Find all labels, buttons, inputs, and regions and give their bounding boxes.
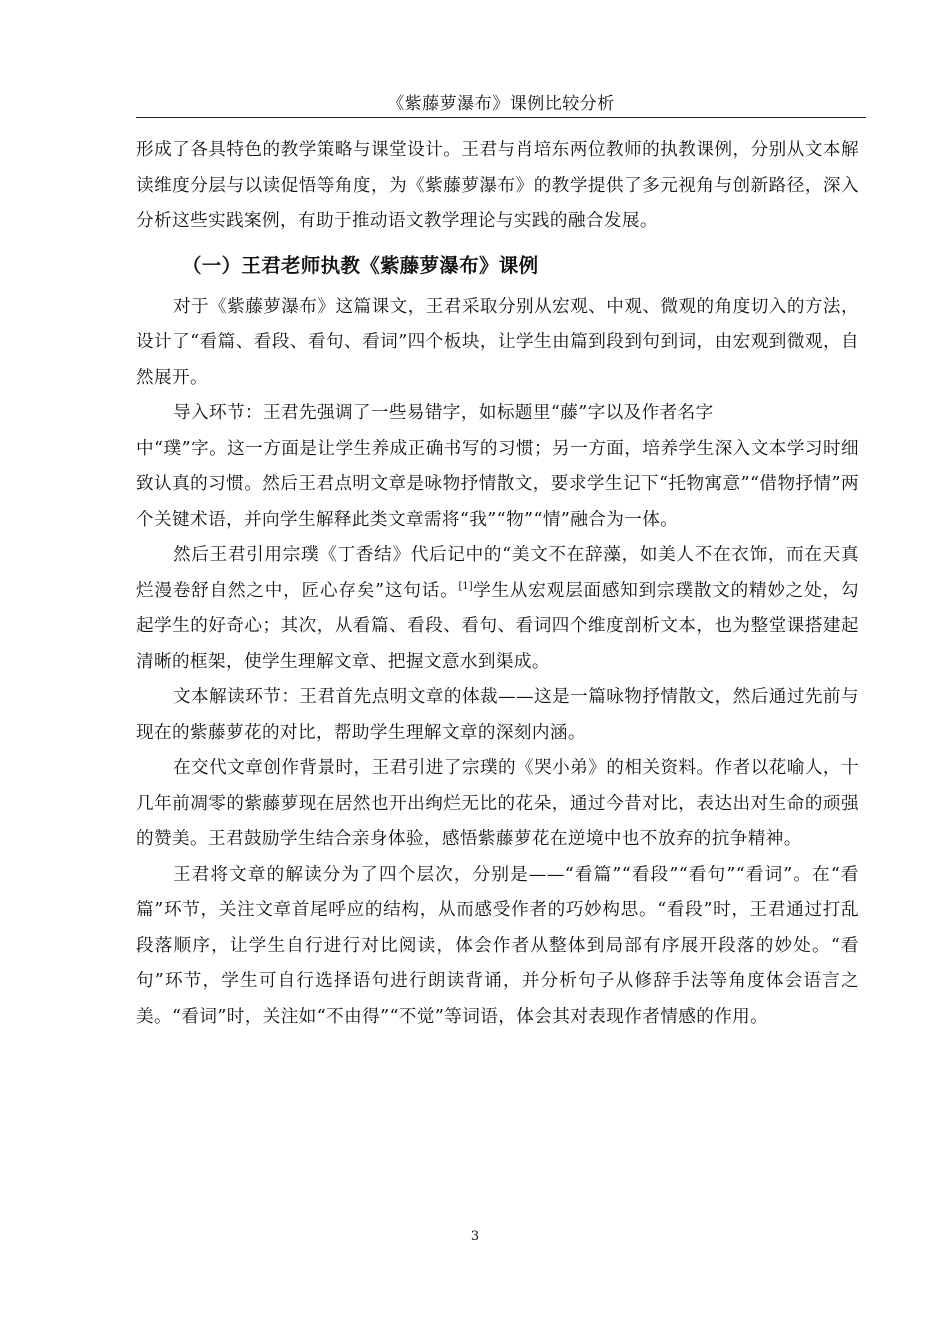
paragraph-four-levels: 王君将文章的解读分为了四个层次，分别是——“看篇”“看段”“看句”“看词”。在“看篇”环节，关注文章首尾呼应的结构，从而感受作者的巧妙构思。“看段”时，王君通过打乱段落顺序，让学生自行进行对比阅读，体会作者从整体到局部有序展开段落的妙处。“看句”环节，学生可自行选择语句进行朗读背诵，并分析句子从修辞手法等角度体会语言之美。“看词”时，关注如“不由得”“不觉”等词语，体会其对表现作者情感的作用。 <box>136 864 859 1027</box>
paragraph-quote <box>136 538 859 680</box>
paragraph-lead-in-first-line: 导入环节：王君先强调了一些易错字，如标题里“藤”字以及作者名字 <box>173 403 714 423</box>
page-body <box>136 133 859 1035</box>
paragraph-lead-in <box>136 396 859 538</box>
paragraph-quote-text: 然后王君引用宗璞《丁香结》代后记中的“美文不在辞藻，如美人不在衣饰，而在天真烂漫卷舒自然之中，匠心存矣”这句话。 <box>136 545 859 601</box>
paragraph-lead-in-rest: 中“璞”字。这一方面是让学生养成正确书写的习惯；另一方面，培养学生深入文本学习时细致认真的习惯。然后王君点明文章是咏物抒情散文，要求学生记下“托物寓意”“借物抒情”两个关键术语，并向学生解释此类文章需将“我”“物”“情”融合为一体。 <box>136 438 859 530</box>
running-header: 《紫藤萝瀑布》课例比较分析 <box>387 94 615 114</box>
header-rule <box>136 117 866 118</box>
citation-marker: [1] <box>458 580 473 592</box>
paragraph-text-reading: 文本解读环节：王君首先点明文章的体裁——这是一篇咏物抒情散文，然后通过先前与现在的紫藤萝花的对比，帮助学生理解文章的深刻内涵。 <box>136 687 859 743</box>
page-number: 3 <box>470 1229 480 1244</box>
paragraph-background: 在交代文章创作背景时，王君引进了宗璞的《哭小弟》的相关资料。作者以花喻人，十几年前凋零的紫藤萝现在居然也开出绚烂无比的花朵，通过今昔对比，表达出对生命的顽强的赞美。王君鼓励学生结合亲身体验，感悟紫藤萝花在逆境中也不放弃的抗争精神。 <box>136 758 859 849</box>
paragraph-quote-continued: 学生从宏观层面感知到宗璞散文的精妙之处，勾起学生的好奇心；其次，从看篇、看段、看句、看词四个维度剖析文本，也为整堂课搭建起清晰的框架，使学生理解文章、把握文意水到渠成。 <box>136 580 859 672</box>
section-heading: （一）王君老师执教《紫藤萝瀑布》课例 <box>182 253 539 277</box>
paragraph-continued: 形成了各具特色的教学策略与课堂设计。王君与肖培东两位教师的执教课例，分别从文本解读维度分层与以读促悟等角度，为《紫藤萝瀑布》的教学提供了多元视角与创新路径，深入分析这些实践案例，有助于推动语文教学理论与实践的融合发展。 <box>136 140 859 231</box>
paragraph-intro: 对于《紫藤萝瀑布》这篇课文，王君采取分别从宏观、中观、微观的角度切入的方法，设计了“看篇、看段、看句、看词”四个板块，让学生由篇到段到句到词，由宏观到微观，自然展开。 <box>136 296 859 388</box>
